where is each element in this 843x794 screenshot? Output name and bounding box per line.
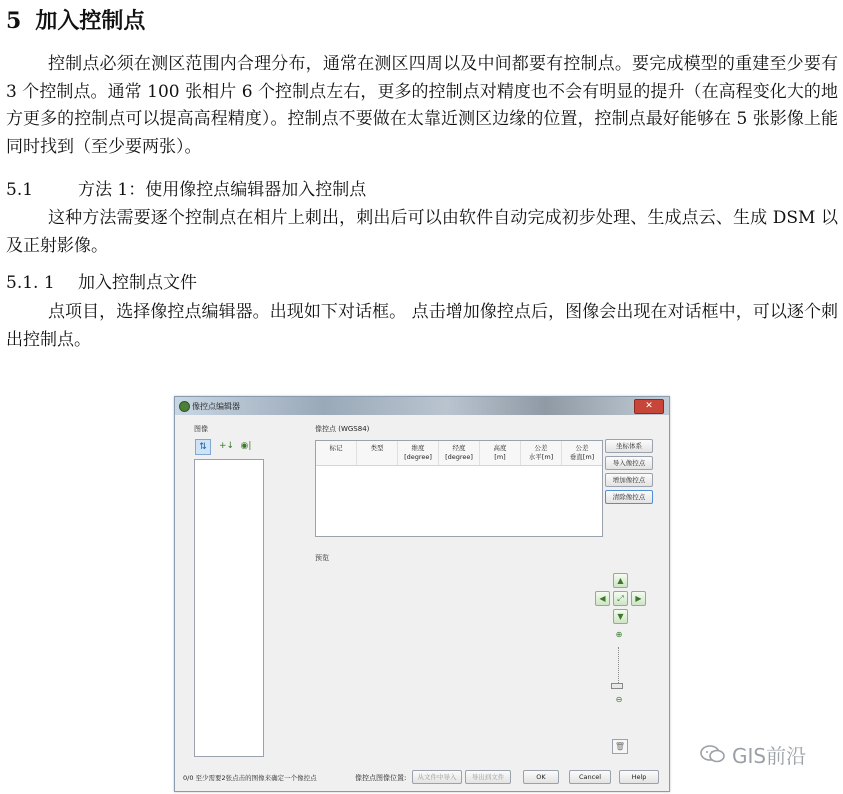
column-header: 高度 [m] bbox=[480, 441, 521, 465]
close-icon: ✕ bbox=[645, 401, 653, 411]
section-number: 5.1. 1 bbox=[6, 273, 55, 293]
column-header: 公差 垂直[m] bbox=[569, 444, 595, 461]
watermark-text: GIS前沿 bbox=[732, 743, 807, 768]
sort-images-icon[interactable]: ⇅ bbox=[195, 439, 211, 455]
pan-right-icon[interactable]: ▶ bbox=[631, 591, 646, 606]
gcp-table[interactable] bbox=[315, 440, 603, 537]
section-title: 方法 1：使用像控点编辑器加入控制点 bbox=[78, 180, 367, 200]
chapter-title: 加入控制点 bbox=[35, 8, 146, 34]
status-text: 0/0 至少需要2张点击的图像来确定一个像控点 bbox=[183, 774, 317, 782]
section-5-1-heading bbox=[6, 177, 366, 203]
help-button[interactable]: Help bbox=[619, 770, 659, 784]
import-from-file-button[interactable]: 从文件中导入 bbox=[412, 770, 462, 784]
chapter-heading bbox=[6, 4, 145, 35]
dialog-title: 像控点编辑器 bbox=[192, 402, 240, 411]
zoom-slider-handle[interactable] bbox=[611, 683, 623, 689]
pan-up-icon[interactable]: ▲ bbox=[613, 573, 628, 588]
export-to-file-button[interactable]: 导出到文件 bbox=[465, 770, 511, 784]
chapter-number: 5 bbox=[6, 8, 22, 34]
ok-button[interactable]: OK bbox=[523, 770, 559, 784]
image-position-label: 像控点图像位置: bbox=[355, 774, 407, 782]
app-icon bbox=[179, 401, 190, 412]
column-header: 公差 水平[m] bbox=[521, 441, 562, 465]
import-gcp-button[interactable]: 导入像控点 bbox=[605, 456, 653, 470]
zoom-in-icon[interactable]: ⊕ bbox=[615, 630, 623, 639]
locate-image-icon[interactable]: ◉| bbox=[240, 441, 252, 451]
column-header: 标记 bbox=[316, 441, 357, 465]
trash-icon[interactable]: 🗑 bbox=[612, 739, 628, 754]
cancel-button[interactable]: Cancel bbox=[569, 770, 611, 784]
pan-left-icon[interactable]: ◀ bbox=[595, 591, 610, 606]
paragraph-control-points: 控制点必须在测区范围内合理分布，通常在测区四周以及中间都要有控制点。要完成模型的重建至少要有 3 个控制点。通常 100 张相片 6 个控制点左右，更多的控制点对精度也不会有明显的提升（在高程变化大的地方更多的控制点可以提高高程精度）。控制点不要做在太靠近测区边缘的位置，控制点最好能够在 5 张影像上能同时找到（至少要两张）。 bbox=[6, 54, 838, 157]
column-header: 类型 bbox=[357, 441, 398, 465]
gcp-label: 像控点 (WGS84) bbox=[315, 425, 370, 433]
close-button[interactable] bbox=[634, 399, 664, 414]
paragraph-instructions: 点项目，选择像控点编辑器。出现如下对话框。 点击增加像控点后，图像会出现在对话框中，可以逐个刺出控制点。 bbox=[6, 302, 838, 350]
gcp-editor-dialog bbox=[174, 396, 670, 792]
preview-label: 预览 bbox=[315, 554, 329, 562]
section-5-1-1-heading bbox=[6, 270, 197, 296]
column-header: 维度 [degree] bbox=[398, 441, 439, 465]
paragraph-method: 这种方法需要逐个控制点在相片上刺出，刺出后可以由软件自动完成初步处理、生成点云、生成 DSM 以及正射影像。 bbox=[6, 208, 838, 256]
images-label: 图像 bbox=[194, 425, 208, 433]
add-image-icon[interactable]: +↓ bbox=[219, 441, 235, 451]
zoom-out-icon[interactable]: ⊖ bbox=[615, 695, 623, 704]
wechat-icon bbox=[700, 744, 726, 764]
section-title: 加入控制点文件 bbox=[78, 273, 197, 293]
image-list[interactable] bbox=[194, 459, 264, 757]
add-gcp-button[interactable]: 增加像控点 bbox=[605, 473, 653, 487]
dialog-titlebar bbox=[175, 397, 669, 415]
gcp-table-header bbox=[316, 441, 602, 466]
watermark bbox=[700, 741, 806, 767]
section-number: 5.1 bbox=[6, 180, 34, 200]
column-header: 经度 [degree] bbox=[439, 441, 480, 465]
coordinate-system-button[interactable]: 坐标体系 bbox=[605, 439, 653, 453]
fit-view-icon[interactable]: ⤢ bbox=[613, 591, 628, 606]
clear-gcp-button[interactable]: 清除像控点 bbox=[605, 490, 653, 504]
pan-down-icon[interactable]: ▼ bbox=[613, 609, 628, 624]
